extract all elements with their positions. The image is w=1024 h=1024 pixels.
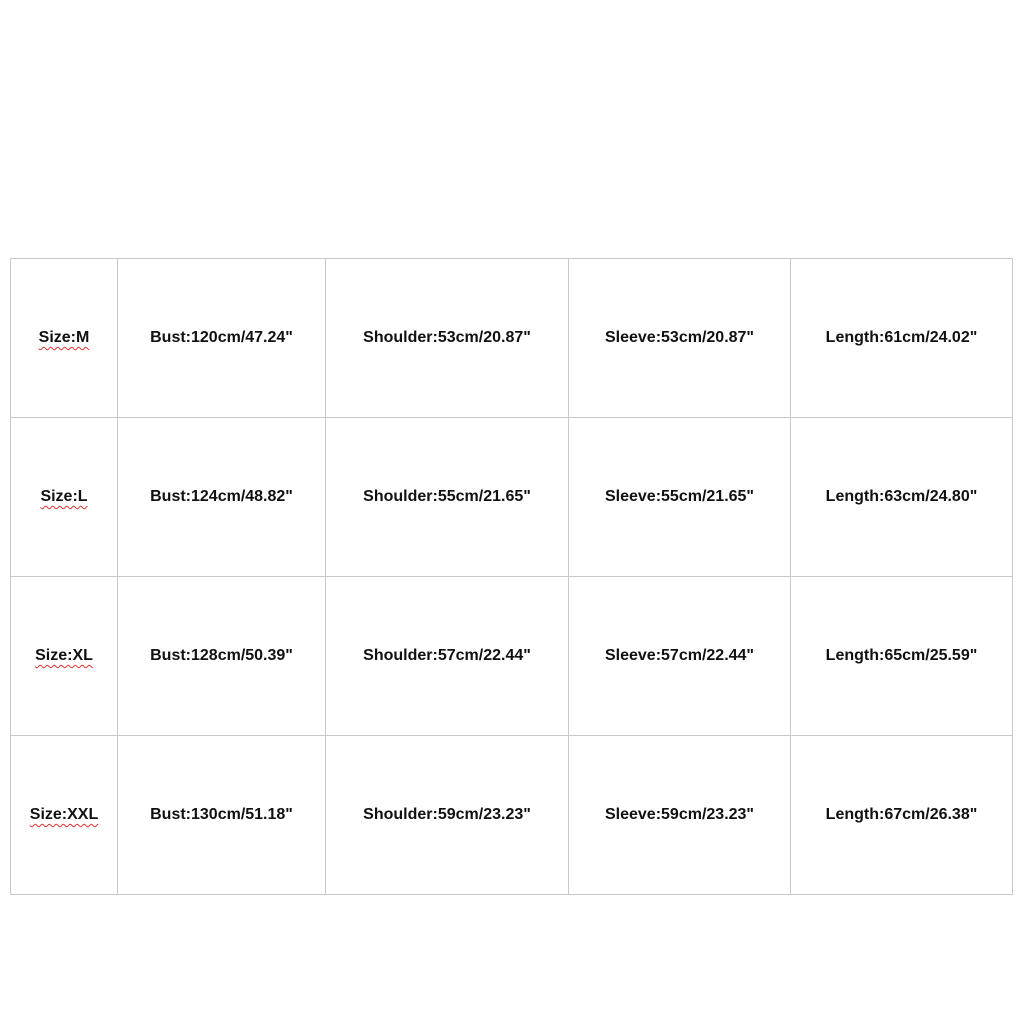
shoulder-cell: Shoulder:59cm/23.23" bbox=[326, 736, 569, 895]
size-cell bbox=[11, 736, 118, 895]
table-row bbox=[11, 259, 1013, 418]
sleeve-cell: Sleeve:59cm/23.23" bbox=[569, 736, 791, 895]
table-row bbox=[11, 577, 1013, 736]
shoulder-cell: Shoulder:53cm/20.87" bbox=[326, 259, 569, 418]
size-cell bbox=[11, 259, 118, 418]
bust-cell: Bust:130cm/51.18" bbox=[118, 736, 326, 895]
size-chart-table bbox=[10, 258, 1013, 895]
length-cell: Length:61cm/24.02" bbox=[791, 259, 1013, 418]
size-label: Size:M bbox=[38, 329, 90, 346]
sleeve-cell: Sleeve:55cm/21.65" bbox=[569, 418, 791, 577]
size-cell bbox=[11, 418, 118, 577]
bust-cell: Bust:124cm/48.82" bbox=[118, 418, 326, 577]
table-row bbox=[11, 418, 1013, 577]
sleeve-cell: Sleeve:57cm/22.44" bbox=[569, 577, 791, 736]
size-label: Size:L bbox=[40, 488, 88, 505]
length-cell: Length:67cm/26.38" bbox=[791, 736, 1013, 895]
length-cell: Length:63cm/24.80" bbox=[791, 418, 1013, 577]
shoulder-cell: Shoulder:57cm/22.44" bbox=[326, 577, 569, 736]
bust-cell: Bust:128cm/50.39" bbox=[118, 577, 326, 736]
size-label: Size:XL bbox=[35, 647, 93, 664]
bust-cell: Bust:120cm/47.24" bbox=[118, 259, 326, 418]
shoulder-cell: Shoulder:55cm/21.65" bbox=[326, 418, 569, 577]
length-cell: Length:65cm/25.59" bbox=[791, 577, 1013, 736]
sleeve-cell: Sleeve:53cm/20.87" bbox=[569, 259, 791, 418]
size-label: Size:XXL bbox=[29, 806, 99, 823]
table-row bbox=[11, 736, 1013, 895]
size-cell bbox=[11, 577, 118, 736]
